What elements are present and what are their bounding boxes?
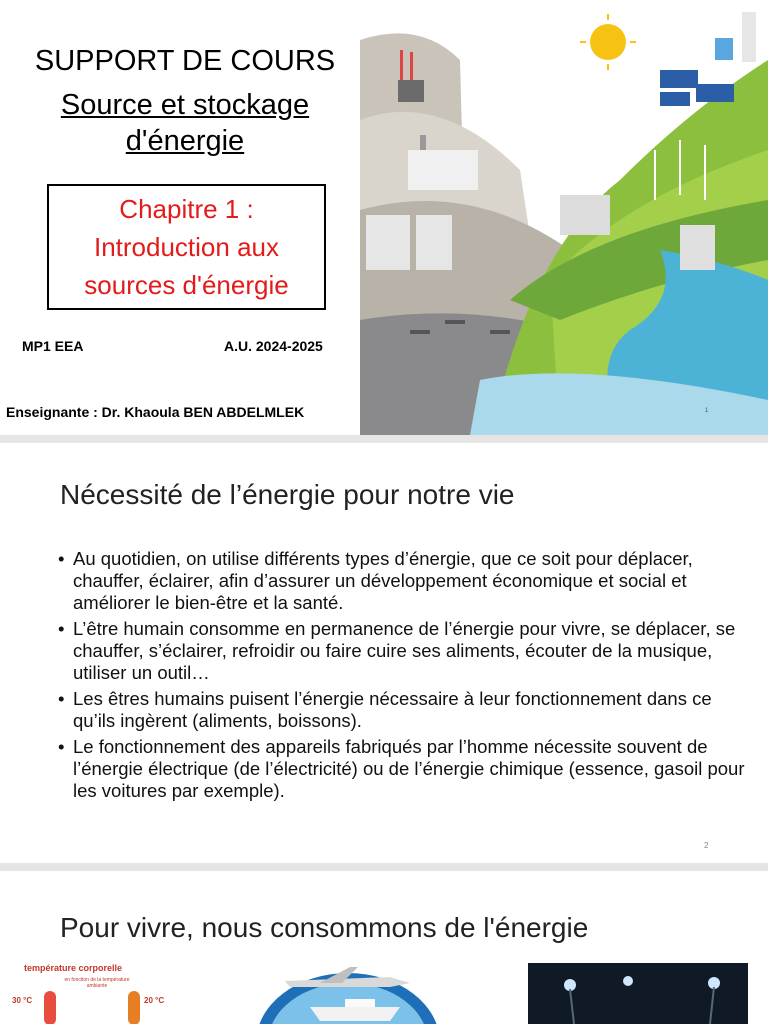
slide-1-page-number: 1	[705, 408, 709, 414]
body-temperature-label: température corporelle	[24, 963, 123, 973]
slide-3-title: Pour vivre, nous consommons de l'énergie	[60, 912, 589, 943]
transport-image	[250, 963, 450, 1024]
temp-right: 20 °C	[144, 996, 165, 1005]
body-temperature-sublabel: en fonction de la température ambiante	[64, 977, 130, 989]
chapter-box	[47, 184, 326, 310]
temp-left: 30 °C	[12, 996, 33, 1005]
bullet-item: • L’être humain consomme en permanence de l’énergie pour vivre, se déplacer, se chauffer, s’éclairer, refroidir ou faire cuire ses aliments, écouter de la musique, utiliser un outil…	[58, 618, 748, 684]
course-support-title: SUPPORT DE COURS	[34, 45, 336, 77]
slide-2	[0, 443, 768, 863]
slide-2-page-number: 2	[704, 841, 709, 850]
street-lights-image	[528, 963, 748, 1024]
class-label: MP1 EEA	[22, 338, 84, 354]
course-title-line1: Source et stockage	[60, 89, 310, 121]
chapter-line2: Introduction aux	[93, 232, 279, 262]
teacher-name: Enseignante : Dr. Khaoula BEN ABDELMLEK	[6, 404, 305, 420]
body-icon	[128, 991, 140, 1024]
bullet-list	[58, 548, 748, 806]
slide-1	[0, 0, 768, 435]
energy-landscape-illustration	[360, 0, 768, 435]
bullet-item: • Les êtres humains puisent l’énergie nécessaire à leur fonctionnement dans ce qu’ils ingèrent (aliments, boissons).	[58, 688, 748, 732]
academic-year: A.U. 2024-2025	[224, 338, 323, 354]
slide-separator	[0, 863, 768, 871]
slide-3	[0, 871, 768, 1024]
body-temperature-image	[6, 963, 176, 1024]
bullet-item: • Au quotidien, on utilise différents types d’énergie, que ce soit pour déplacer, chauffer, éclairer, afin d’assurer un développement économique et social et améliorer le bien-être et la santé.	[58, 548, 748, 614]
chapter-line3: sources d'énergie	[84, 270, 289, 300]
body-icon	[44, 991, 56, 1024]
slide-separator	[0, 435, 768, 443]
bullet-item: • Le fonctionnement des appareils fabriqués par l’homme nécessite souvent de l’énergie électrique (de l’électricité) ou de l’énergie chimique (essence, gasoil pour les voitures par exemple).	[58, 736, 748, 802]
course-title-line2: d'énergie	[125, 125, 245, 157]
chapter-line1: Chapitre 1 :	[119, 194, 254, 224]
slide-2-title: Nécessité de l’énergie pour notre vie	[60, 479, 515, 510]
